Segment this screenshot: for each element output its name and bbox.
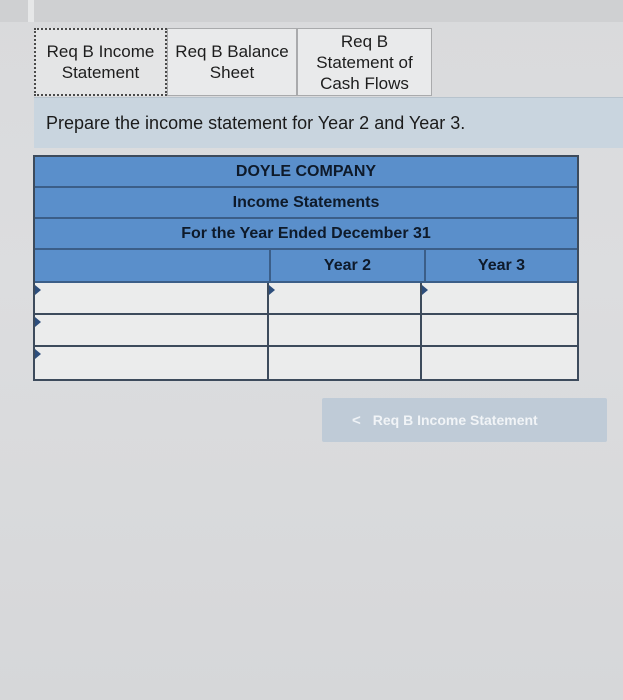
- year-3-input[interactable]: [422, 283, 577, 313]
- account-input[interactable]: [35, 283, 269, 313]
- prev-requirement-button[interactable]: [322, 398, 607, 442]
- frame-edge: [28, 0, 34, 22]
- account-input[interactable]: [35, 347, 269, 379]
- dropdown-marker-icon: [269, 285, 275, 295]
- account-input[interactable]: [35, 315, 269, 345]
- column-header-row: [35, 250, 577, 283]
- prev-requirement-label: Req B Income Statement: [372, 412, 538, 428]
- column-header-year-3: Year 3: [477, 256, 526, 274]
- table-row: [35, 315, 577, 347]
- tab-req-b-statement-of-cash-flows[interactable]: Req B Statement of Cash Flows: [297, 28, 432, 96]
- year-3-input[interactable]: [422, 347, 577, 379]
- statement-title: Income Statements: [35, 188, 577, 219]
- company-name: DOYLE COMPANY: [35, 157, 577, 188]
- dropdown-marker-icon: [35, 317, 41, 327]
- year-2-input[interactable]: [269, 347, 422, 379]
- table-row: [35, 347, 577, 379]
- year-3-input[interactable]: [422, 315, 577, 345]
- year-2-input[interactable]: [269, 315, 422, 345]
- column-header-year-2: Year 2: [271, 250, 426, 281]
- instruction-bar: [34, 97, 623, 148]
- column-header-account: [35, 250, 271, 281]
- statement-period: For the Year Ended December 31: [35, 219, 577, 250]
- dropdown-marker-icon: [35, 285, 41, 295]
- table-row: [35, 283, 577, 315]
- year-2-input[interactable]: [269, 283, 422, 313]
- top-strip: [0, 0, 623, 22]
- dropdown-marker-icon: [422, 285, 428, 295]
- tab-req-b-balance-sheet[interactable]: Req B Balance Sheet: [167, 28, 297, 96]
- instruction-text: Prepare the income statement for Year 2 and Year 3.: [46, 113, 466, 133]
- income-statement-table: [33, 155, 579, 381]
- chevron-left-icon: <: [352, 411, 361, 429]
- tab-req-b-income-statement[interactable]: Req B Income Statement: [34, 28, 167, 96]
- requirement-tabs: [34, 28, 623, 98]
- dropdown-marker-icon: [35, 349, 41, 359]
